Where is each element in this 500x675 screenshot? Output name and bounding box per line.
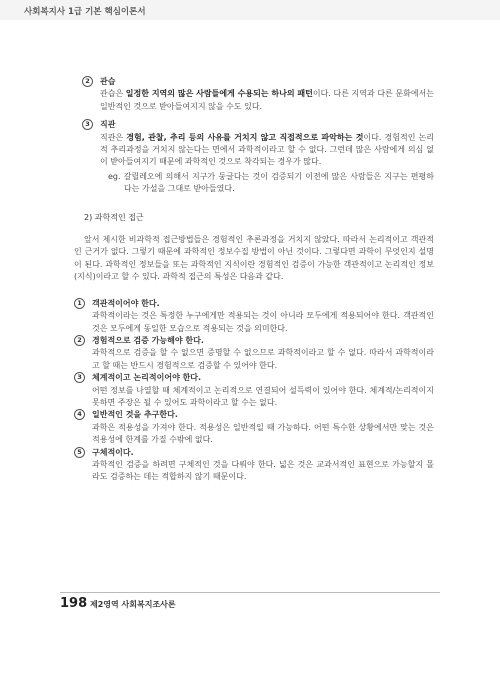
item-number-circle: 2 — [82, 76, 93, 87]
item-title: 관습 — [100, 77, 116, 86]
list-item — [74, 409, 434, 446]
body-text: 이다. 경험적인 논리적 추리과정을 거치지 않는다는 면에서 과학적이라고 할 수 없다. 그런데 많은 사람에게 의심 없이 받아들여지기 때문에 과학적인 것으로 착각되는 경우가 많다. — [100, 132, 434, 167]
item-number-circle: 5 — [74, 447, 85, 458]
characteristic-title: 경험적으로 검증 가능해야 한다. — [92, 335, 204, 345]
characteristic-body: 과학은 적용성을 가져야 한다. 적용성은 일반적일 때 가능하다. 어떤 특수한 상황에서만 맞는 것은 적용성에 한계를 가질 수밖에 없다. — [92, 422, 434, 445]
body-text: 직관은 — [100, 132, 127, 142]
item-number-circle: 2 — [74, 335, 85, 346]
characteristic-heading — [74, 447, 434, 459]
characteristic-title: 체계적이고 논리적이어야 한다. — [92, 373, 202, 383]
item-intuition-body — [74, 132, 434, 169]
item-number-circle: 3 — [82, 119, 93, 130]
characteristic-body: 과학적인 검증을 하려면 구체적인 것을 다뤄야 한다. 넓은 것은 교과서적인 표현으로 가능할지 몰라도 검증하는 데는 적합하지 않기 때문이다. — [92, 459, 434, 482]
page-footer — [60, 592, 440, 614]
characteristic-heading — [74, 409, 434, 421]
item-number-circle: 1 — [74, 298, 85, 309]
list-item — [74, 298, 434, 335]
page-body — [74, 76, 434, 484]
characteristic-heading — [74, 298, 434, 310]
chapter-title: 제2영역 사회복지조사론 — [90, 600, 176, 609]
item-number-circle: 4 — [74, 409, 85, 420]
item-title: 직관 — [100, 120, 116, 130]
characteristic-body: 어떤 정보를 나열할 때 체계적이고 논리적으로 연결되어 설득력이 있어야 한다. 체계적/논리적이지 못하면 주장은 될 수 있어도 과학이라고 할 수는 없다. — [92, 385, 434, 407]
example-note: eg. 갈릴레오에 의해서 지구가 둥글다는 것이 검증되기 이전에 많은 사람들은 지구는 편평하다는 가설을 그대로 받아들였다. — [108, 171, 434, 194]
section-title: 2) 과학적인 접근 — [84, 212, 144, 222]
book-title: 사회복지사 1급 기본 핵심이론서 — [24, 7, 146, 17]
list-item — [74, 335, 434, 372]
item-custom-heading — [74, 76, 434, 88]
footer-divider — [60, 592, 440, 593]
body-emphasis: 일정한 지역의 많은 사람들에게 수용되는 하나의 패턴 — [125, 89, 313, 99]
running-header — [0, 0, 500, 20]
item-number-circle: 3 — [74, 372, 85, 383]
item-custom-body — [74, 88, 434, 113]
characteristic-title: 구체적이다. — [92, 447, 134, 457]
list-item — [74, 372, 434, 409]
body-text: 이다. 다른 지역과 다른 문화에서는 일반적인 것으로 받아들여지지 않을 수도 있다. — [100, 89, 435, 111]
page-number: 198 — [60, 596, 88, 611]
characteristic-body: 과학적으로 검증을 할 수 없으면 증명할 수 없으므로 과학적이라고 할 수 없다. 따라서 과학적이라고 할 때는 반드시 경험적으로 검증할 수 있어야 한다. — [92, 348, 434, 370]
characteristic-body: 과학적이라는 것은 특정한 누구에게만 적용되는 것이 아니라 모두에게 적용되어야 한다. 객관적인 것은 모두에게 동일한 모습으로 적용되는 것을 의미한다. — [92, 311, 434, 333]
body-text: 관습은 — [100, 89, 126, 99]
list-item — [74, 447, 434, 484]
characteristics-list — [74, 298, 434, 484]
item-intuition-heading — [74, 119, 434, 131]
section-paragraph: 앞서 제시한 비과학적 접근방법들은 경험적인 추론과정을 거치지 않았다. 따라서 논리적이고 객관적인 근거가 없다. 그렇기 때문에 과학적인 정보수집 방법이 아닌 것이다. 그렇다면 과학이 무엇인지 설명이 된다. 과학적인 정보들을 또는 과학적인 지식이란 경험적인 검증이 가능한 객관적이고 논리적인 정보(지식)이라고 할 수 있다. 과학적 접근의 특성은 다음과 같다. — [74, 235, 434, 282]
characteristic-heading — [74, 335, 434, 347]
characteristic-title: 객관적이어야 한다. — [92, 298, 160, 308]
characteristic-heading — [74, 372, 434, 384]
body-emphasis: 경험, 관찰, 추리 등의 사유를 거치지 않고 직접적으로 파악하는 것 — [126, 132, 364, 142]
characteristic-title: 일반적인 것을 추구한다. — [92, 410, 178, 420]
